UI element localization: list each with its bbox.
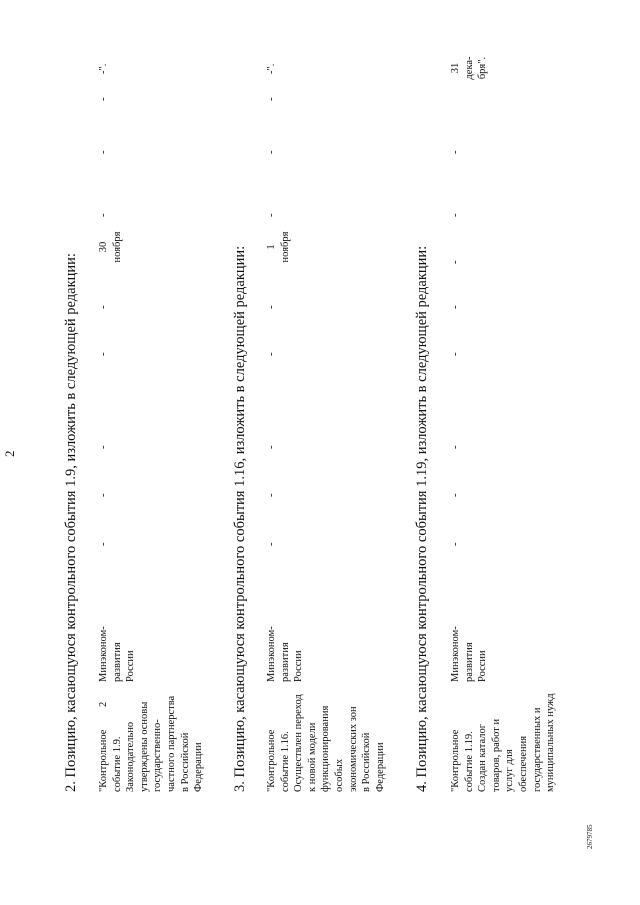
section-4-event-cell (449, 693, 558, 792)
event-line: частного партнерства (165, 695, 177, 792)
dash: - (449, 493, 461, 497)
event-line: экономических зон (347, 706, 359, 792)
executor-line: развития (463, 642, 475, 682)
section-2-date-cell (97, 230, 124, 264)
event-line: товаров, работ и (490, 718, 502, 792)
event-line: обеспечения (517, 735, 529, 792)
event-line: утверждены основы (138, 701, 150, 792)
dash: - (265, 150, 277, 154)
event-line: Создан каталог (477, 723, 489, 792)
dash: - (97, 493, 109, 497)
event-line: муниципальных нужд (545, 693, 557, 792)
section-2-event-cell (97, 696, 206, 792)
date-line: бря". (477, 56, 489, 80)
section-2-executor-cell (97, 626, 138, 682)
dash: - (97, 213, 109, 217)
executor-line: Минэконом- (450, 626, 461, 682)
dash: - (97, 97, 109, 101)
event-line: "Контрольное (98, 729, 109, 792)
event-line: в Российской (179, 732, 191, 792)
date-line: ноября (111, 231, 123, 263)
dash: - (265, 213, 277, 217)
event-line: Законодательно (125, 721, 137, 792)
event-line: в Российской (361, 732, 373, 792)
date-line: 31 (450, 62, 461, 74)
dash: - (265, 352, 277, 356)
dash: - (97, 150, 109, 154)
date-line: ноября (279, 231, 291, 263)
dash: - (97, 305, 109, 309)
dash: - (265, 305, 277, 309)
event-line: "Контрольное (450, 729, 461, 792)
event-line: Федерации (374, 742, 386, 792)
section-3-closing: -". (266, 63, 277, 74)
event-line: к новой модели (306, 722, 318, 792)
section-3-heading: 3. Позицию, касающуюся контрольного события 1.16, изложить в следующей редакции: (232, 245, 248, 792)
date-line: 1 (266, 244, 277, 250)
executor-line: развития (111, 642, 123, 682)
event-line: услуг для (504, 749, 516, 792)
event-line: функционирования (320, 705, 332, 792)
dash: - (265, 542, 277, 546)
executor-line: России (477, 650, 489, 682)
section-2-closing: -". (98, 63, 109, 74)
section-4-executor-cell (449, 626, 490, 682)
event-line: Осуществлен переход (293, 694, 305, 792)
dash: - (449, 542, 461, 546)
date-line: дека- (463, 56, 475, 80)
dash: - (97, 542, 109, 546)
section-3-date-cell (265, 230, 292, 264)
event-line: особых (333, 758, 345, 792)
dash: - (265, 97, 277, 101)
executor-line: Минэконом- (98, 626, 109, 682)
event-line: государственно- (152, 719, 164, 792)
section-3-executor-cell (265, 626, 306, 682)
dash: - (449, 305, 461, 309)
dash: - (265, 445, 277, 449)
page-number: 2 (2, 450, 17, 457)
section-3-event-cell (265, 694, 387, 792)
executor-line: Минэконом- (266, 626, 277, 682)
dash: - (97, 352, 109, 356)
executor-line: развития (279, 642, 291, 682)
section-2-heading: 2. Позицию, касающуюся контрольного события 1.9, изложить в следующей редакции: (63, 253, 79, 792)
event-line: "Контрольное (266, 729, 277, 792)
document-code: 2679785 (586, 824, 594, 849)
section-4-date-cell (449, 51, 490, 85)
dash: - (449, 150, 461, 154)
event-line: событие 1.19. (463, 731, 475, 792)
section-4-heading: 4. Позицию, касающуюся контрольного события 1.19, изложить в следующей редакции: (414, 245, 430, 792)
event-line: событие 1.16. (279, 731, 291, 792)
executor-line: России (125, 650, 137, 682)
dash: - (449, 260, 461, 264)
dash: - (97, 445, 109, 449)
event-line: событие 1.9. (111, 736, 123, 792)
dash: - (449, 352, 461, 356)
dash: - (449, 213, 461, 217)
executor-line: России (293, 650, 305, 682)
event-line: Федерации (193, 742, 205, 792)
dash: - (265, 493, 277, 497)
event-line: государственных и (531, 707, 543, 792)
date-line: 30 (98, 241, 109, 253)
dash: - (449, 445, 461, 449)
section-2-code: 2 (98, 701, 109, 707)
